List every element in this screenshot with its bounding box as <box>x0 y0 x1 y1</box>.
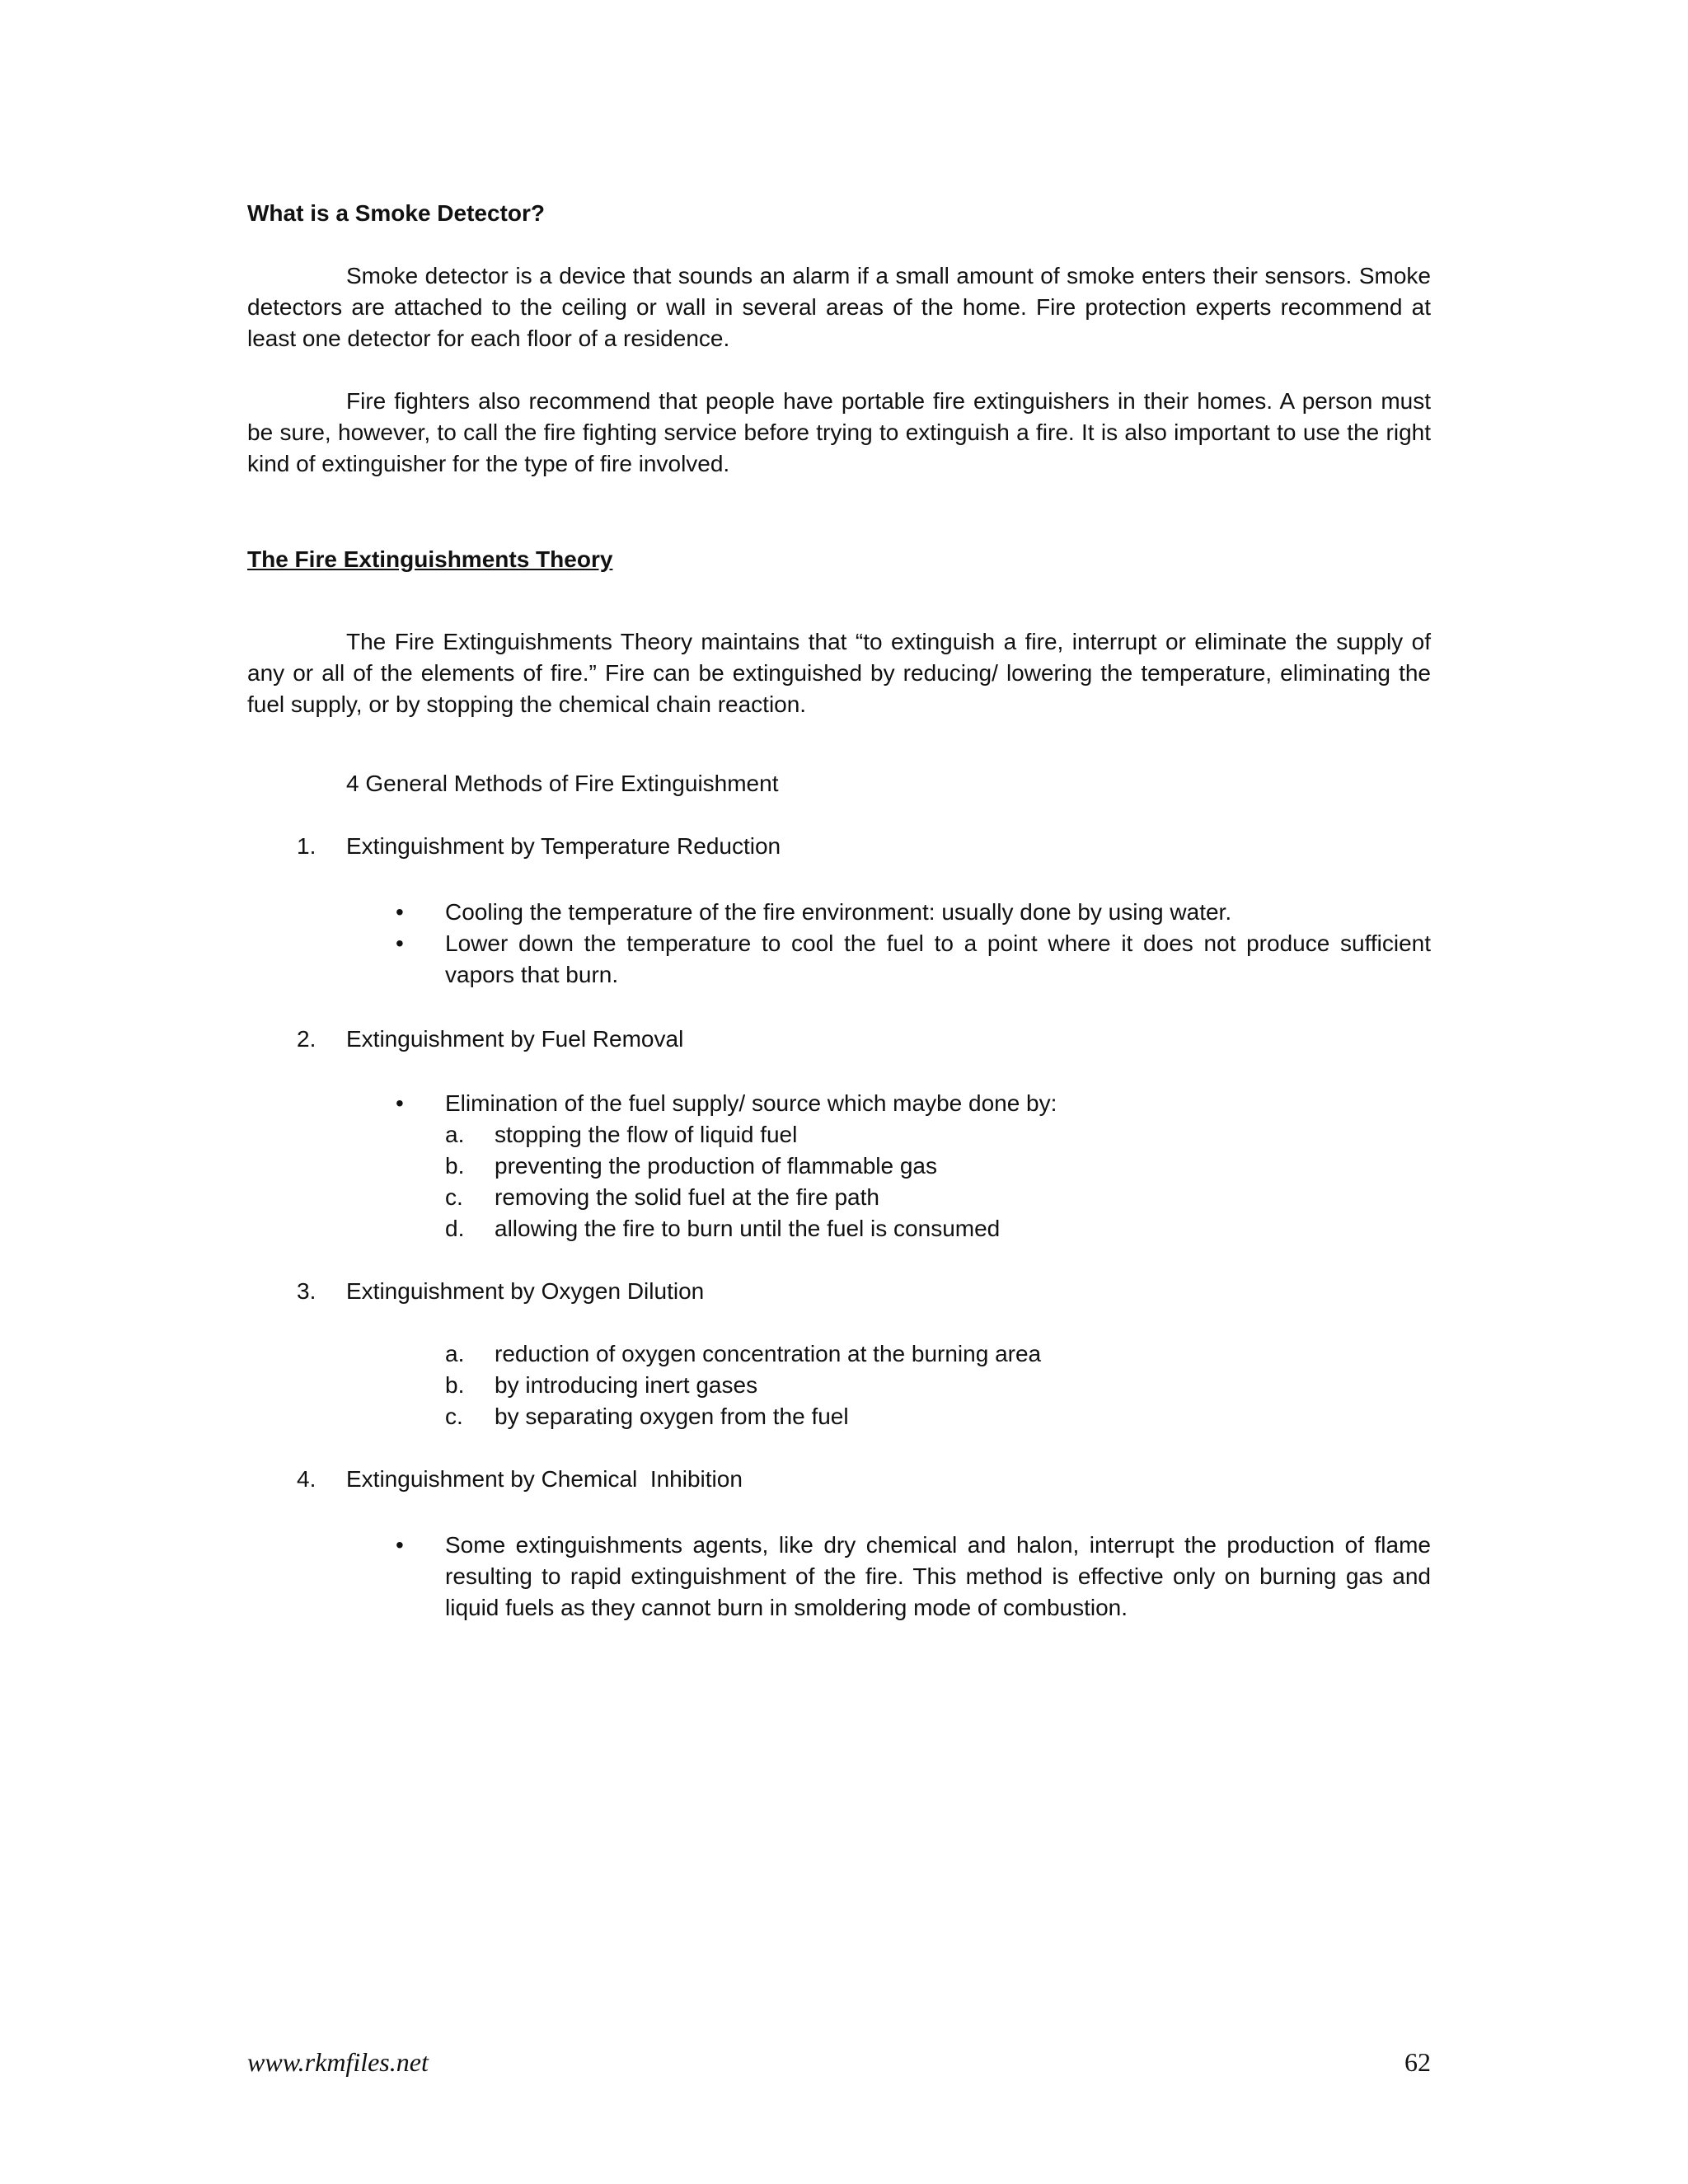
list-item: Cooling the temperature of the fire environment: usually done by using water. <box>445 899 1232 925</box>
page-number: 62 <box>1404 2047 1431 2077</box>
sub-item: preventing the production of flammable gas <box>495 1153 937 1179</box>
sub-item-letter: b. <box>445 1153 465 1179</box>
bullet-icon: • <box>396 1090 404 1116</box>
paragraph-fire-extinguisher-advice: Fire fighters also recommend that people have portable fire extinguishers in their homes. A person must be sure, however, to call the fire fighting service before trying to extinguish a fire. It is also important to use the right kind of extinguisher for the type of fire involved. <box>247 388 1431 476</box>
sub-item-letter: d. <box>445 1216 465 1241</box>
list-item: Lower down the temperature to cool the fuel to a point where it does not produce sufficient vapors that burn. <box>445 930 1431 987</box>
sub-item: stopping the flow of liquid fuel <box>495 1122 798 1147</box>
paragraph-extinguishment-theory: The Fire Extinguishments Theory maintains that “to extinguish a fire, interrupt or eliminate the supply of any or all of the elements of fire.” Fire can be extinguished by reducing/ lowering the temperature, eliminating the fuel supply, or by stopping the chemical chain reaction. <box>247 629 1431 717</box>
bullet-icon: • <box>396 930 404 956</box>
method-number: 2. <box>297 1026 316 1052</box>
bullet-icon: • <box>396 1532 404 1558</box>
sub-item: removing the solid fuel at the fire path <box>495 1184 879 1210</box>
method-title-oxygen-dilution: Extinguishment by Oxygen Dilution <box>346 1278 705 1304</box>
sub-item: reduction of oxygen concentration at the burning area <box>495 1341 1042 1366</box>
footer-website: www.rkmfiles.net <box>247 2047 429 2077</box>
sub-item: allowing the fire to burn until the fuel is consumed <box>495 1216 1001 1241</box>
methods-title: 4 General Methods of Fire Extinguishment <box>346 771 779 796</box>
list-item: Some extinguishments agents, like dry chemical and halon, interrupt the production of flame resulting to rapid extinguishment of the fire. This method is effective only on burning gas and liquid fuels as they cannot burn in smoldering mode of combustion. <box>445 1532 1431 1620</box>
section-heading-extinguishment-theory: The Fire Extinguishments Theory <box>247 546 613 572</box>
method-number: 3. <box>297 1278 316 1304</box>
paragraph-smoke-detector-definition: Smoke detector is a device that sounds an alarm if a small amount of smoke enters their sensors. Smoke detectors are attached to the ceiling or wall in several areas of the home. Fire protection experts recommend at least one detector for each floor of a residence. <box>247 263 1431 351</box>
method-title-fuel-removal: Extinguishment by Fuel Removal <box>346 1026 684 1052</box>
section-heading-smoke-detector: What is a Smoke Detector? <box>247 200 545 226</box>
method-title-chemical-inhibition: Extinguishment by Chemical Inhibition <box>346 1466 743 1492</box>
method-number: 1. <box>297 833 316 859</box>
sub-item-letter: a. <box>445 1341 465 1366</box>
sub-item: by introducing inert gases <box>495 1372 758 1398</box>
sub-item: by separating oxygen from the fuel <box>495 1404 849 1429</box>
sub-item-letter: a. <box>445 1122 465 1147</box>
method-number: 4. <box>297 1466 316 1492</box>
sub-item-letter: c. <box>445 1184 463 1210</box>
sub-item-letter: c. <box>445 1404 463 1429</box>
sub-item-letter: b. <box>445 1372 465 1398</box>
list-item: Elimination of the fuel supply/ source which maybe done by: <box>445 1090 1057 1116</box>
method-title-temperature-reduction: Extinguishment by Temperature Reduction <box>346 833 781 859</box>
bullet-icon: • <box>396 899 404 925</box>
